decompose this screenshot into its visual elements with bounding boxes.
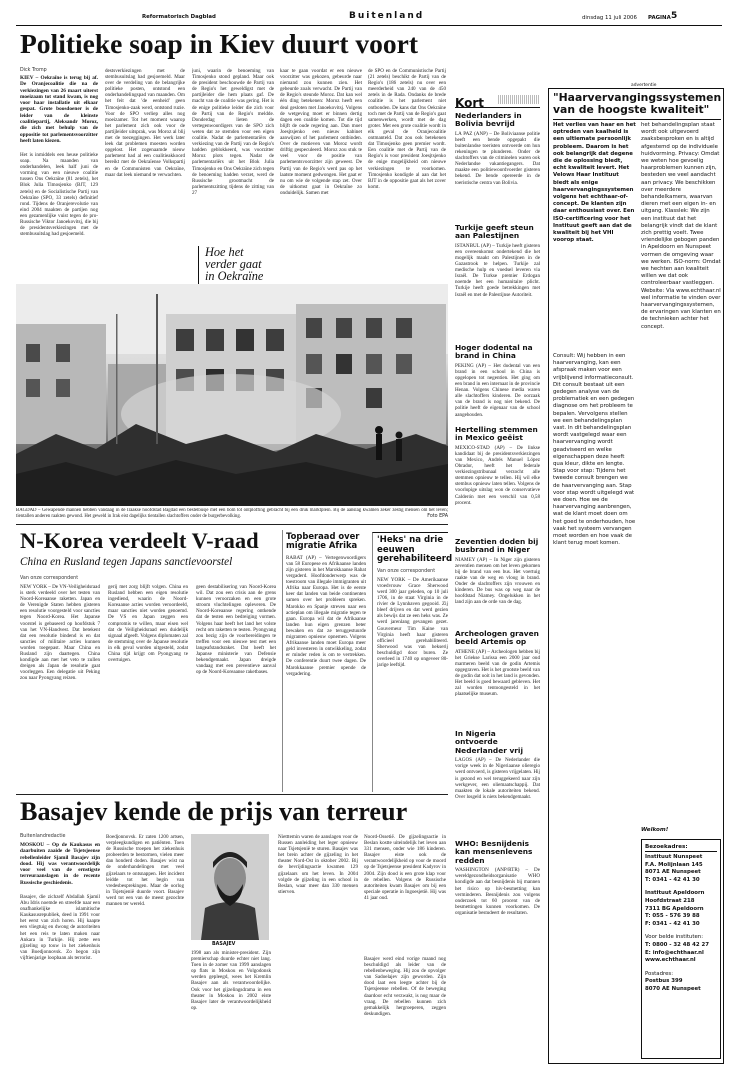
kiev-col-4: kaar te gaan voordat er een nieuwe voorzitter was gekozen, gebeurde naar niemand zou kunnen zien. Het gebeurde zoals verwacht. De Partij van de Regio's steunde Moroz. Dat kan wel één ding betekenen: Moroz heeft een deal gesloten met Janoekovitsj. Volgens de wetgeving moet er binnen dertig dagen een coalitie komen. Tot die tijd blijft de oude regering aan. Dan moet Joesjtsjenko een nieuw kabinet aanwijzen of het parlement ontbinden. Over de motieven van Moroz wordt driftig gespeculeerd. Moroz zou stuk te veel voor de positie van parlementsvoorzitter zijn geweest. De Partij van de Regio's werd pas op het laatste moment gedwongen. Het gaat er nu om wie de volgende stap zet. Over de uitkomst gaat in Oekraïne zo onduidelijk. Samen met: [280, 68, 362, 196]
advert-contact: [645, 942, 717, 965]
advert-col-1-rest: Consult: Wij hebben in een haarvervanging, kan een afspraak maken voor een vrijblijvend informatieconsult. Dit consult bestaat uit een gedegen analyse van de problematiek en een gedegen diagnose om het probleem te bepalen. Vervolgens stellen we een behandelingsplan vast. In dit behandelingsplan wordt vastgelegd waar een haarvervanging wordt geadviseerd en welke eigenschappen deze heeft qua kleur, dikte en lengte. Stap voor stap: Tijdens het tweede consult brengen we de haarvervanging aan. Stap voor stap wordt uitgelegd wat we doen. Hoe we de haarvervanging aanbrengen, wat de klant moet doen om het goed te onderhouden, hoe vaak het systeem vervangen moet worden en hoe vaak de klant terug moet komen.: [553, 353, 636, 547]
address-line: F.A. Molijnlaan 145: [645, 861, 703, 868]
kort-item-text: WASHINGTON (ANP/RTR) – De wereldgezondheidsorganisatie WHO kondigde aan dat besnijdenis bij mannen het risico op hiv-besmetting kan verminderen. Besnijdenis zou volgens onderzoek tot 60 procent van de besmettingen kunnen voorkomen. De organisatie bestudeert de resultaten.: [455, 867, 540, 916]
kort-item: [455, 840, 540, 970]
kiev-lead: KIEV – Oekraïne is terug bij af. De Oranjecoalitie die na de verkiezingen van 26 maart uiterst moeizaam tot stand kwam, is nog voor haar installatie uit elkaar gespat. Grote boosdoener is de leider van de kleinste coalitiepartij, Aleksandr Moroz, die zich met behulp van de oppositie tot parlementsvoorzitter heeft laten kiezen.: [20, 75, 98, 144]
portrait-image: [191, 834, 269, 940]
kort-item-headline: In Nigeria ontvoerde Nederlander vrij: [455, 730, 523, 755]
page-label: PAGINA: [648, 15, 671, 21]
kiev-col-2: destsverkiezingen met de stembusuitslag had gesjoemeld. Maar over de verdeling van de belangrijke politieke posten, ontstond een onderhandelingspad van maanden. Om het feit dat 'de eenheid' geen Timosjenko-zaak werd, ontstond ruzie. Voor de SPO verliep alles nog moeizamer. Tot het moment waarop het parlement zich ook voor de partijleider uitsprak, was Moroz al blij met de toezeggingen. Het werk later leek dat problemen moesten worden opgelost. Het zogenaamde nieuw parlement had al een coalitieakkoord bereikt met de Oekraïense Volkspartij en de Communisten van Oekraïne, maar dat leek niemand te verwachten.: [105, 68, 185, 178]
address-line: Instituut Nunspeet: [645, 854, 703, 860]
masthead: Reformatorisch Dagblad: [142, 14, 216, 20]
article-korea: [16, 528, 276, 792]
kort-item: [455, 344, 540, 422]
advert-welcome: Welkom!: [641, 827, 669, 833]
heks-box: [372, 532, 453, 792]
divider-photo: [16, 524, 448, 525]
address-line: T: 055 - 576 39 88: [645, 913, 700, 920]
kort-item: [455, 630, 540, 726]
korea-headline: N-Korea verdeelt V-raad: [20, 528, 259, 553]
photo-caption-text: BAGDAD – Gewapende mannen hebben vandaag in de Iraakse hoofdstad Bagdad een bestelbusje met een bom tot ontploffing gebracht bij een druk marktplein. Bij de aanslag kwamen zeker zestig mensen om het leven; tientallen anderen raakten gewond. Het geweld in Irak eist dagelijks tientallen slachtoffers onder de burgerbevolking.: [16, 508, 448, 519]
kiev-headline: Politieke soap in Kiev duurt voort: [20, 28, 418, 59]
page-header: [16, 10, 722, 26]
address-line: T: 0800 - 32 48 42 27: [645, 941, 710, 948]
basajev-col-2: Boedjonnovsk. Er zaten 1200 artsen, verpleegkundigen en patiënten. Toen de Russische troepen het ziekenhuis probeerden te bestormen, vielen meer dan honderd doden. Basajev wist na de onderhandelingen met veel gijzelaars te ontsnappen. Het incident leidde tot het begin van vredesbesprekingen. Maar de oorlog in Tsjetsjenië duurde voort. Basajev werd tot een van de meest gezochte mannen ter wereld.: [106, 834, 184, 908]
kort-item: [455, 112, 540, 220]
kort-item: [455, 538, 540, 626]
address-line: T: 0341 - 42 41 30: [645, 876, 700, 883]
kort-label-text: Kort: [455, 96, 484, 110]
postal-address: [645, 978, 717, 993]
kort-item-text: LAGOS (AP) – De Nederlander die vorige week in de Nigeriaanse olieregio werd ontvoerd, is gisteren vrijgelaten. Hij is gezond en wel teruggekeerd naar zijn werkgever, een oliemaatschappij. Dat maakten de lokale autoriteiten bekend. Over losgeld is niets bekendgemaakt.: [455, 757, 540, 800]
korea-col-3: geen destabilisering van Noord-Korea wil. Dat zou een crisis aan de grens kunnen veroorzaken en een grote stroom vluchtelingen opleveren. De Noord-Koreaanse regering ontkende dat de testen een bedreiging vormen. Volgens haar heeft het land het volste recht om raketten te testen. Pyongyang zou bezig zijn de voorbereidingen te treffen voor een nieuwe test met een langeafstandsraket. Dat heeft het Japanse ministerie van Defensie bekendgemaakt. Japan dreigde vandaag met een preventieve aanval op de Noord-Koreaanse raketbases.: [196, 584, 276, 676]
kort-item-text: ATHENE (AP) – Archeologen hebben bij het Griekse Larissa een 2000 jaar oud marmeren beeld van de godin Artemis opgegraven. Het is het grootste beeld van de godin dat ooit in het land is gevonden. Het beeld is goed bewaard gebleven. Het zal worden tentoongesteld in het plaatselijke museum.: [455, 648, 540, 698]
kort-item-headline: Hertelling stemmen in Mexico geëist: [455, 426, 538, 443]
afrika-text: RABAT (AP) – Vertegenwoordigers van 58 Europese en Afrikaanse landen zijn gisteren in het Marokkaanse Rabat vergaderd. Hoofdonderwerp was de toestroom van illegale immigranten uit Afrika naar Europa. Het is de eerste keer dat landen van beide continenten samen over het probleem spreken. Marokko en Spanje streven naar een actieplan om illegale migratie tegen te gaan. Europa wil dat de Afrikaanse landen hun eigen grenzen beter bewaken en dat ze teruggestuurde migranten opnieuw opnemen. Volgens Afrikaanse landen moet Europa meer geld investeren in ontwikkeling, zodat er minder reden is om te vertrekken. De conferentie duurt twee dagen. De Marokkaanse premier opende de vergadering.: [286, 554, 366, 677]
address-line: Instituut Apeldoorn: [645, 890, 705, 897]
post-label: Postadres:: [645, 970, 674, 977]
kort-item-headline: WHO: Besnijdenis kan mensenlevens redden: [455, 840, 533, 865]
basajev-headline: Basajev kende de prijs van terreur: [20, 797, 408, 826]
address-label: Bezoekadres:: [645, 843, 717, 852]
basajev-col-5: Noord-Ossetië. De gijzelingsactie in Beslan kostte uiteindelijk het leven aan 331 mensen, onder wie 186 kinderen. Basajev eiste ook de verantwoordelijkheid op voor de moord op de Tsjetsjeense president Kadyrov in 2004. Zijn dood is een grote klap voor de rebellen. Volgens de Russische autoriteiten kwam Basajev om bij een speciale operatie in Ingoesjetië. Hij was 41 jaar oud.: [364, 834, 446, 901]
header-date: dinsdag 11 juli 2006: [582, 15, 637, 21]
basajev-portrait: [191, 834, 269, 940]
kort-item: [455, 224, 540, 340]
section-name: Buitenland: [349, 11, 425, 21]
advert-headline: "Haarvervangingssystemen van de hoogste kwaliteit": [553, 92, 721, 120]
kort-item: [455, 426, 540, 534]
kiev-col-5: de SPO en de Communistische Partij (21 zetels) beschikt de Partij van de Regio's (186 zetels) nu over een meerderheid van 240 van de 450 zetels in de Rada. Ondanks de brede coalitie is het parlement niet ontbonden. De kans dat Ons Oekraïne toch met de Partij van de Regio's gaat samenwerken, wordt met de dag groter. Met een grote coalitie wordt in elk geval de Oranjecoalitie ontmanteld. Dat zou ook betekenen dat Timosjenko geen premier wordt. Een coalitie met de Partij van de Regio's is voor president Joesjtsjenko de enige mogelijkheid om nieuwe verkiezingen te voorkomen. Timosjenko kondigde al aan dat het BJT in de oppositie gaat als het zover komt.: [368, 68, 446, 190]
korea-subheadline: China en Rusland tegen Japans sanctievoorstel: [20, 556, 233, 568]
address-line: Hoofdstraat 218: [645, 897, 695, 904]
kiev-col-3: juni, waarin de benoeming van Timosjenko stond gepland. Maar ook de president beschouwde de Partij van de Regio's het geweldigst met de partijleider die hem plaats gaf. De macht van de coalitie was gering. Het is de enige politieke leider die zich voor de Partij van de Regio's meldde. Donderdag lieten de vertegenwoordigers van de SPO zich weten dat ze stemden voor een eigen coalitie. Nadat de parlementariërs de verkiezing van de Partij van de Regio's hadden geblokkeerd, was voorzitter Moroz plots tegen. Nadat de parlementariërs uit het Blok Julia Timosjenko en Ons Oekraïne zich tegen de benoeming hadden verzet, werd de Russische grootmacht de parlementszitting tijdens de zitting van 27: [192, 68, 274, 196]
kort-item-headline: Zeventien doden bij busbrand in Niger: [455, 538, 539, 555]
basajev-lead: MOSKOU – Op de Kaukasus en daarbuiten zaaide de Tsjetsjeense rebellenleider Sjamil Basajev zijn dood. Hij was verantwoordelijk voor veel van de ernstigste terreuraanslagen in de recente Russische geschiedenis.: [20, 842, 100, 886]
korea-byline: Van onze correspondent: [20, 576, 79, 581]
heks-text: NEW YORK – De Amerikaanse vroedvrouw Grace Sherwood werd 300 jaar geleden, op 10 juli 1706, in de staat Virginia in de rivier de Lynnhaven gegooid. Zij bleef drijven en dat werd gezien als bewijs dat ze een heks was. Ze werd jarenlang gevangen gezet. Gouverneur Tim Kaine van Virginia heeft haar gisteren officieel gerehabiliteerd. Sherwood was van hekserij beschuldigd door buren. Ze overleed in 1740 op ongeveer 80-jarige leeftijd.: [377, 576, 448, 669]
advert-intro: Het verlies van haar en het optreden van kaalheid is een ultiemate persoonlijk probleem. Daarom is het ook belangrijk dat degene die de oplossing biedt, echt kwaliteit levert. Het Velows Haar Instituut biedt als enige haarvervangingssystemen volgens het echthaar-of-concept. De klanten zijn daar enthousiast over. Een ISO-certificering voor het Instituut geeft aan dat de kwaliteit bij het VHI voorop staat.: [553, 122, 636, 244]
kort-items: [455, 112, 540, 974]
advert-col-2: het behandelingsplan staat wordt ook uitgevoerd zaaksbesproken en is altijd afgestemd op de individuele huidvorming. Privacy: Omdat we weten hoe gevoelig haarproblemen kunnen zijn, besteden we veel aandacht aan privacy. We beschikken over meerdere behandelkamers, waarvan dieren met een eigen in- en uitgang. Klasslek: We zijn een instituut dat het belangrijk vindt dat de klant zich prettig voelt. Twee vriendelijke gebogen panden in Apeldoorn en Nunspeet vormen de omgeving waar we werken. ISO-norm: Omdat we hechten aan kwaliteit willen we dat ook controleerbaar vastleggen. Website: Via www.echthaar.nl wel informatie te vinden over haarvervangingssystemen, de ervaringen van klanten en de technieken achter het concept.: [641, 122, 721, 330]
kort-item-headline: Nederlanders in Bolivia bevrijd: [455, 112, 522, 129]
kort-stripe: [498, 95, 540, 104]
address-line: Postbus 399: [645, 978, 683, 985]
kiev-col-1: Het is inmiddels een heuse politieke soap. Na maanden van onderhandelen, leek half juni de vorming van een nieuwe coalitie tussen Ons Oekraïne (81 zetels), het Blok Julia Timosjenko (BJT, 129 zetels) en de Socialistische Partij van Oekraïne (SPO, 33 zetels) definitief rond. Tijdens de Oranjerevolutie van eind 2004 maakten de partijen nog een gezamenlijke vuist tegen de pro-Russische Viktor Janoekovitsj, die bij de presidentsverkiezingen met de stembusuitslag had gesjoemeld.: [20, 152, 98, 238]
address-line: 8070 AE Nunspeet: [645, 985, 701, 992]
address-line: E: info@echthaar.nl: [645, 949, 704, 956]
divider-basajev: [16, 794, 448, 795]
kort-item-text: NIAMEY (AP) – In Niger zijn gisteren zeventien mensen om het leven gekomen bij de brand van een bus. Het voertuig raakte van de weg en vloog in brand. Onder de slachtoffers zijn vrouwen en kinderen. De bus was op weg naar de hoofdstad Niamey. Ongelukken in het land zijn aan de orde van de dag.: [455, 556, 540, 606]
afrika-headline: Topberaad over migratie Afrika: [286, 531, 360, 551]
photo-caption: [16, 508, 448, 522]
article-basajev: [16, 796, 448, 1062]
kort-item-text: MEXICO-STAD (AP) – De linkse kandidaat bij de presidentsverkiezingen van Mexico, Andrés Manuel López Obrador, heeft het federale verkiezingstribunaal verzocht alle stemmen opnieuw te tellen. Hij wil elke stembus opnieuw laten tellen. Volgens de voorlopige uitslag won de conservatieve Calderón met een verschil van 0,58 procent.: [455, 444, 540, 506]
basajev-byline: Buitenlandredactie: [20, 834, 66, 839]
advert-label: advertentie: [631, 83, 657, 88]
kort-item-text: ISTANBUL (AP) – Turkije heeft gisteren een overeenkomst ondertekend die het mogelijk maakt om Palestijnen in de Gazastrook te helpen. Turkije zal medische hulp en voedsel leveren via Israël. De Turkse premier Erdogan noemde het een humanitaire plicht. Turkije heeft goede betrekkingen met Israël en met de Palestijnse Autoriteit.: [455, 242, 540, 298]
address-line: F: 0341 - 42 41 30: [645, 920, 700, 927]
address-line: 7311 BG Apeldoorn: [645, 905, 704, 912]
heks-byline: Van onze correspondent: [377, 568, 436, 574]
article-kiev: [16, 28, 446, 284]
address-line: 8071 AE Nunspeet: [645, 869, 701, 876]
korea-col-1: NEW YORK – De VN-Veiligheidsraad is sterk verdeeld over het testen van Noord-Koreaanse raketten. Japan en de Verenigde Staten hebben gisteren een resolutie voorgesteld voor sancties tegen Noord-Korea. Het Japanse voorstel is gebaseerd op hoofdstuk 7 van het VN-Handvest. Dat betekent dat een resolutie bindend is en dat sancties of militaire acties kunnen worden toegepast. Maar China en Rusland zijn daartegen. China kondigde aan met het veto te zullen dreigen als Japan de resolutie gaat voorleggen. Een delegatie uit Peking zou naar Pyongyang reizen.: [20, 584, 100, 682]
portrait-label: BASAJEV: [212, 942, 236, 947]
basajev-col-4: Nietttemin waren de aanslagen voor de Russen aanleiding het leger opnieuw naar Tsjetsjenië te sturen. Basajev was het brein achter de gijzeling in het theater Nord-Ost in oktober 2002. Bij de bevrijdingsactie kwamen 129 gijzelaars om het leven. In 2004 volgde de gijzeling in een school in Beslan, waar meer dan 330 mensen stierven.: [278, 834, 358, 895]
photo-scene: [16, 284, 448, 506]
heks-headline: 'Heks' na drie eeuwen gerehabiliteerd: [377, 535, 453, 565]
kort-item-text: LA PAZ (ANP) – De Boliviaanse politie heeft een bende opgepakt die buitenlandse toeristen ontvoerde om hun rekeningen te plunderen. Onder de slachtoffers van de criminelen waren ook Nederlandse vakantiegangers. Dat maakte een politiewoordvoerder gisteren bekend. De bende opereerde in de toeristische centra van Bolivia.: [455, 130, 540, 186]
address-line: www.echthaar.nl: [645, 957, 696, 964]
page-number: 5: [671, 11, 678, 21]
separator-afrika: [282, 530, 283, 792]
address-nunspeet: [645, 854, 717, 884]
advert-address-box: [641, 839, 721, 1059]
info-label: Voor belde instituten:: [645, 934, 704, 941]
kort-item-text: PEKING (AP) – Het dodental van een brand in een school in China is opgelopen tot negentien. Het ging om een brand in een internaat in de provincie Henan. Volgens Chinese media waren alle slachtoffers kinderen. De oorzaak van de brand is nog niet bekend. De politie heeft de eigenaar van de school aangehouden.: [455, 362, 540, 418]
photo-credit: Foto EPA: [427, 513, 448, 519]
bagdad-photo: [16, 284, 448, 506]
korea-col-2: gerij met zorg blijft volgen. China en Rusland hebben een eigen resolutie ingediend, waarin de Noord-Koreaanse acties worden veroordeeld, maar sancties niet worden genoemd. De VS en Japan zeggen een compromis te willen, maar eisen wel dat de Veiligheidsraad een duidelijk signaal afgeeft. Volgens diplomaten zal de stemming over de Japanse resolutie in elk geval worden uitgesteld, zodat China tijd krijgt om Pyongyang te overtuigen.: [108, 584, 188, 664]
basajev-col-3: 1998 aan als minister-president. Zijn premierschap duurde echter niet lang. Toen in de zomer van 1999 aanslagen op flats in Moskou en Volgodonsk werden gepleegd, wees het Kremlin Basajev aan als verantwoordelijke. Ook voor het gijzelingsdrama in een theater in Moskou in 2002 eiste Basajev later de verantwoordelijkheid op.: [191, 950, 271, 1011]
kort-item-headline: Turkije geeft steun aan Palestijnen: [455, 224, 534, 241]
kort-item-headline: Hoger dodental na brand in China: [455, 344, 533, 361]
basajev-col-1: Basajev, die zichzelf Abdallah Sjamil Abu Idris noemde en streefde naar een onafhankelijke islamitische Kaukasusrepubliek, deed in 1991 voor het eerst van zich horen. Hij kaapte een vliegtuig en dwong de autoriteiten het een reis te laten maken naar Ankara in Turkije. Hij zette een gijzeling op touw in het ziekenhuis van Boedjonnovsk. Zo begon zijn vijftienjarige loopbaan als terrorist.: [20, 894, 100, 961]
article-afrika: [286, 532, 366, 792]
pull-quote-text: Hoe het verder gaat in Oekraïne: [205, 245, 264, 284]
kort-column: [455, 92, 540, 1060]
kort-item: [455, 730, 540, 836]
kort-item-headline: Archeologen graven beeld Artemis op: [455, 630, 539, 647]
kort-label: [455, 92, 540, 108]
kiev-byline: Dick Tromp: [20, 68, 47, 73]
basajev-col-6: Basajev werd eind vorige maand nog beschuldigd als leider van de rebellenbeweging. Hij zou de opvolger van Sadoelajev zijn geworden. Zijn dood laat een leegte achter bij de Tsjetsjeense rebellen. Of de beweging daardoor echt verzwakt, is nog maar de vraag. De rebellen kunnen zich gemakkelijk hergroeperen, zeggen deskundigen.: [364, 956, 446, 1017]
address-apeldoorn: [645, 890, 717, 928]
advert-box: [548, 83, 724, 1064]
